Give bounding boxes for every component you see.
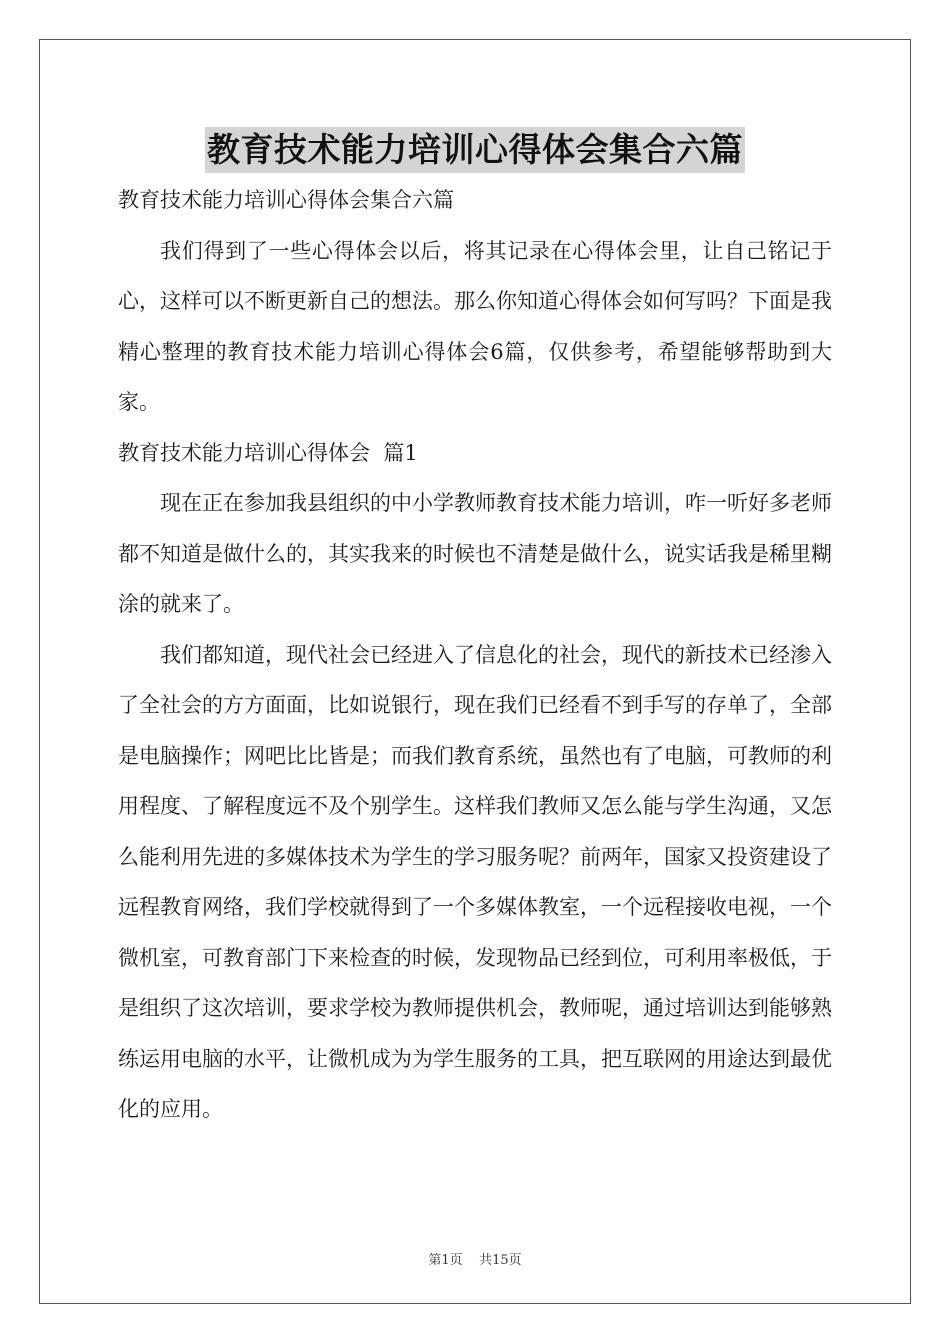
document-body xyxy=(118,175,832,1135)
body-paragraph-2: 我们都知道，现代社会已经进入了信息化的社会，现代的新技术已经渗入了全社会的方方面面，比如说银行，现在我们已经看不到手写的存单了，全部是电脑操作；网吧比比皆是；而我们教育系统，虽然也有了电脑，可教师的利用程度、了解程度远不及个别学生。这样我们教师又怎么能与学生沟通，又怎么能利用先进的多媒体技术为学生的学习服务呢？前两年，国家又投资建设了远程教育网络，我们学校就得到了一个多媒体教室，一个远程接收电视，一个微机室，可教育部门下来检查的时候，发现物品已经到位，可利用率极低，于是组织了这次培训，要求学校为教师提供机会，教师呢，通过培训达到能够熟练运用电脑的水平，让微机成为为学生服务的工具，把互联网的用途达到最优化的应用。 xyxy=(118,642,832,1121)
section-heading: 教育技术能力培训心得体会 篇1 xyxy=(118,440,418,465)
document-title: 教育技术能力培训心得体会集合六篇 xyxy=(205,127,745,173)
page-footer: 第1页 共15页 xyxy=(428,1253,522,1268)
body-paragraph-1: 现在正在参加我县组织的中小学教师教育技术能力培训，咋一听好多老师都不知道是做什么的，其实我来的时候也不清楚是做什么，说实话我是稀里糊涂的就来了。 xyxy=(118,491,832,616)
document-subtitle: 教育技术能力培训心得体会集合六篇 xyxy=(118,188,454,212)
title-container xyxy=(0,127,950,173)
intro-paragraph: 我们得到了一些心得体会以后，将其记录在心得体会里，让自己铭记于心，这样可以不断更新自己的想法。那么你知道心得体会如何写吗？下面是我精心整理的教育技术能力培训心得体会6篇，仅供参考，希望能够帮助到大家。 xyxy=(118,238,832,414)
